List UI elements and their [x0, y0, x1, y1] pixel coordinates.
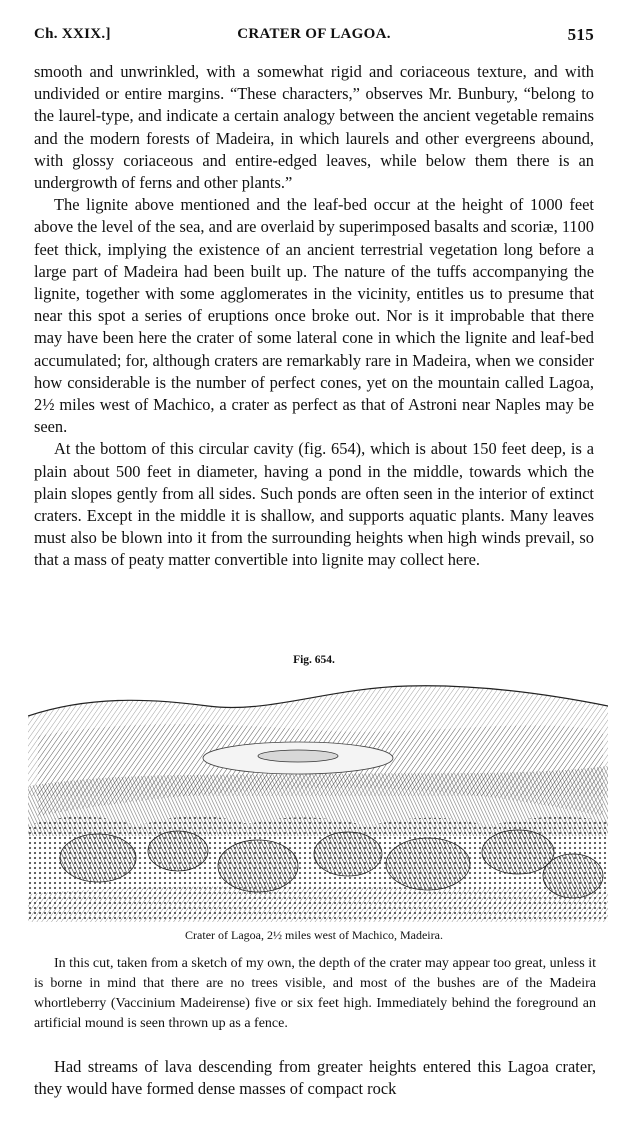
page-title: CRATER OF LAGOA.	[237, 26, 391, 42]
page-number: 515	[567, 25, 594, 44]
paragraph-1: smooth and unwrinkled, with a somewhat rigid and coriaceous texture, and with undivided or entire margins. “These characters,” observes Mr. Bunbury, “belong to the laurel-type, and indicate a certain analogy between the ancient vegetable remains and the modern forests of Madeira, in which laurels and other evergreens abound, with glossy coriaceous and entire-edged leaves, while below them there is an undergrowth of ferns and other plants.”	[34, 62, 594, 193]
running-header	[34, 26, 594, 50]
body-text	[34, 61, 594, 572]
paragraph-4: Had streams of lava descending from greater heights entered this Lagoa crater, they would have formed dense masses of compact rock	[34, 1057, 596, 1099]
paragraph-2: The lignite above mentioned and the leaf-bed occur at the height of 1000 feet above the level of the sea, and are overlaid by superimposed basalts and scoriæ, 1100 feet thick, implying the existence of an ancient terrestrial vegetation long before a large part of Madeira had been built up. The nature of the tuffs accompanying the lignite, together with some agglomerates in the vicinity, entitles us to presume that near this spot a series of eruptions once broke out. Nor is it improbable that there may have been here the crater of some lateral cone in which the lignite and leaf-bed accumulated; for, although craters are remarkably rare in Madeira, when we consider how considerable is the number of perfect cones, yet on the mountain called Lagoa, 2½ miles west of Machico, a crater as perfect as that of Astroni near Naples may be seen.	[34, 195, 594, 437]
figure-label: Fig. 654.	[293, 654, 335, 666]
figure-note	[34, 954, 596, 1034]
paragraph-3: At the bottom of this circular cavity (fig. 654), which is about 150 feet deep, is a plain about 500 feet in diameter, having a pond in the middle, towards which the plain slopes gently from all sides. Such ponds are often seen in the interior of extinct craters. Except in the middle it is shallow, and supports aquatic plants. Many leaves must also be blown into it from the surrounding heights when high winds prevail, so that a mass of peaty matter convertible into lignite may collect here.	[34, 439, 594, 570]
figure-caption: Crater of Lagoa, 2½ miles west of Machico, Madeira.	[185, 928, 443, 942]
continuation-text	[34, 1056, 596, 1101]
note-text: In this cut, taken from a sketch of my own, the depth of the crater may appear too great, unless it is borne in mind that there are no trees visible, and most of the bushes are of the Madeira whortleberry (Vaccinium Madeirense) five or six feet high. Immediately behind the foreground an artificial mound is seen thrown up as a fence.	[34, 956, 596, 1031]
crater-illustration	[28, 676, 608, 922]
chapter-label: Ch. XXIX.]	[34, 26, 111, 42]
